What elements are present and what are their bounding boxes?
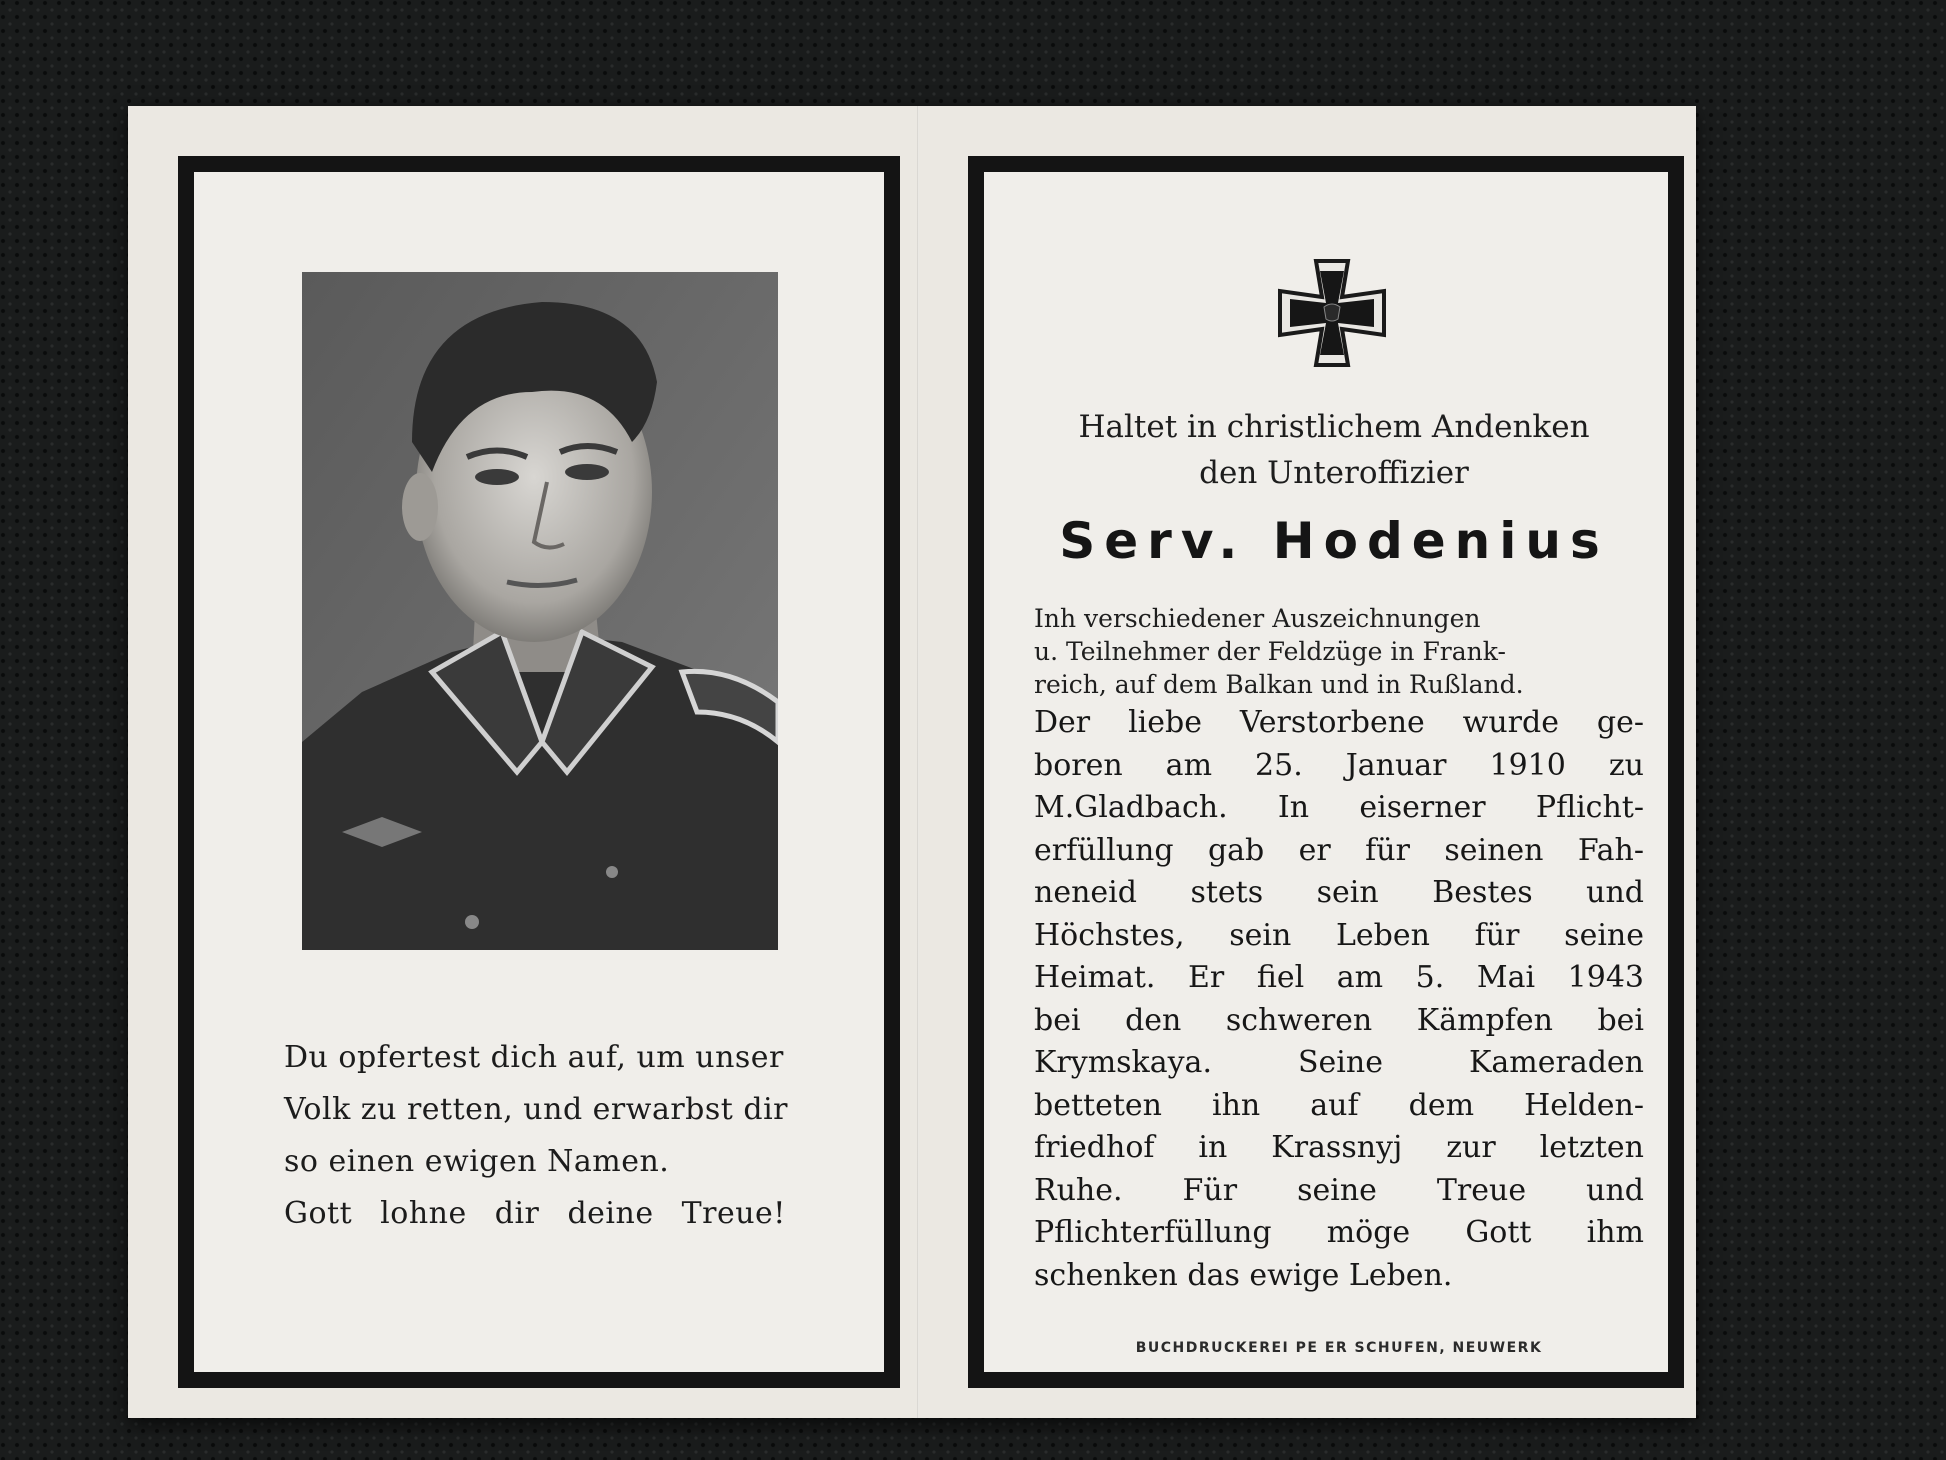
body-line: Ruhe. Für seine Treue und [1034,1172,1644,1208]
awards-line: Inh verschiedener Auszeichnungen [1034,604,1481,633]
right-panel [968,156,1684,1388]
intro-text [1024,404,1644,496]
memorial-card [128,106,1696,1418]
memorial-verse [284,1032,824,1240]
body-line: erfüllung gab er für seinen Fah- [1034,832,1644,868]
iron-cross-icon [1276,257,1388,369]
deceased-name: Serv. Hodenius [1059,512,1609,570]
intro-line: den Unteroffizier [1199,455,1469,491]
verse-line: so einen ewigen Namen. [284,1144,670,1179]
body-line: neneid stets sein Bestes und [1034,875,1644,910]
body-line: Pflichterfüllung möge Gott ihm [1034,1215,1644,1250]
body-line: schenken das ewige Leben. [1034,1257,1453,1293]
card-fold [917,106,919,1418]
biography-text [1034,702,1644,1297]
left-panel [178,156,900,1388]
intro-line: Haltet in christlichem Andenken [1078,409,1590,445]
awards-text [1034,602,1644,701]
awards-line: u. Teilnehmer der Feldzüge in Frank- [1034,637,1506,666]
body-line: Krymskaya. Seine Kameraden [1034,1045,1644,1080]
body-line: bei den schweren Kämpfen bei [1034,1002,1644,1038]
printer-imprint: BUCHDRUCKEREI PE ER SCHUFEN, NEUWERK [1135,1340,1543,1356]
body-line: boren am 25. Januar 1910 zu [1034,747,1644,783]
portrait-photo [302,272,778,950]
body-line: Der liebe Verstorbene wurde ge- [1034,705,1644,740]
body-line: friedhof in Krassnyj zur letzten [1034,1130,1644,1165]
verse-line: Volk zu retten, und erwarbst dir [284,1092,789,1127]
body-line: Heimat. Er fiel am 5. Mai 1943 [1034,960,1644,995]
verse-line: Du opfertest dich auf, um unser [284,1040,784,1075]
body-line: Höchstes, sein Leben für seine [1034,917,1644,953]
body-line: betteten ihn auf dem Helden- [1034,1087,1644,1123]
body-line: M.Gladbach. In eiserner Pflicht- [1034,790,1644,825]
awards-line: reich, auf dem Balkan und in Rußland. [1034,670,1524,699]
verse-line: Gott lohne dir deine Treue! [284,1196,786,1231]
